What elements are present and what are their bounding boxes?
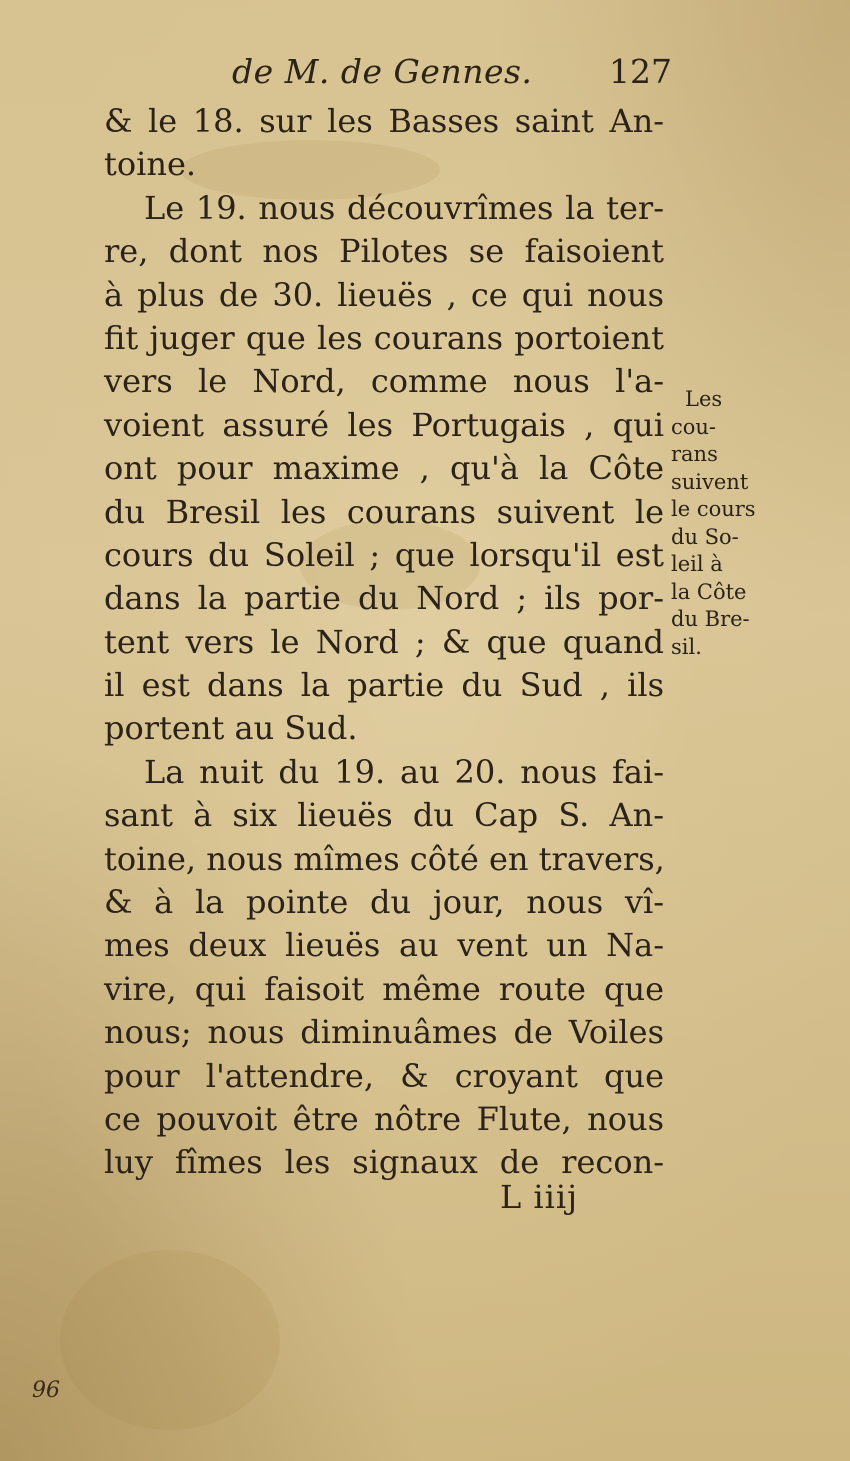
text-line: sant à six lieuës du Cap S. An- <box>104 796 664 835</box>
text-line: ont pour maxime , qu'à la Côte <box>104 449 664 488</box>
text-line: & le 18. sur les Basses saint An- <box>104 102 664 140</box>
text-line: vers le Nord, comme nous l'a- <box>104 362 664 401</box>
text-line: il est dans la partie du Sud , ils <box>104 666 664 705</box>
text-line: toine, nous mîmes côté en travers, <box>104 839 665 878</box>
margin-note-line: du Bre- <box>671 607 750 631</box>
margin-note-line: le cours <box>671 497 756 521</box>
margin-note-line: du So- <box>671 524 739 549</box>
text-line: du Bresil les courans suivent le <box>104 492 664 531</box>
text-line: voient assuré les Portugais , qui <box>104 405 664 444</box>
margin-note-line: leil à <box>671 552 723 576</box>
text-line: La nuit du 19. au 20. nous fai- <box>144 752 664 791</box>
signature-mark: L iiij <box>500 1178 579 1216</box>
margin-note-line: sil. <box>671 634 702 659</box>
margin-note-line: cou- <box>671 414 717 439</box>
corner-mark: 96 <box>32 1378 60 1403</box>
margin-note-line: Les <box>685 387 723 411</box>
margin-note <box>671 386 767 661</box>
text-line: ce pouvoit être nôtre Flute, nous <box>104 1099 664 1138</box>
page-number: 127 <box>609 52 672 91</box>
text-line: cours du Soleil ; que lorsqu'il est <box>104 535 664 574</box>
margin-note-line: la Côte <box>671 579 747 604</box>
margin-note-line: suivent <box>671 469 749 494</box>
text-line: portent au Sud. <box>104 709 358 748</box>
text-line: à plus de 30. lieuës , ce qui nous <box>104 275 664 314</box>
text-line: pour l'attendre, & croyant que <box>104 1056 664 1095</box>
text-line: re, dont nos Pilotes se faisoient <box>104 232 664 271</box>
text-line: tent vers le Nord ; & que quand <box>104 622 664 661</box>
text-line: & à la pointe du jour, nous vî- <box>104 883 664 922</box>
text-line: dans la partie du Nord ; ils por- <box>104 579 664 618</box>
text-line: toine. <box>104 145 197 184</box>
margin-note-line: rans <box>671 442 718 466</box>
text-line: vire, qui faisoit même route que <box>104 969 664 1008</box>
body-text <box>104 100 664 1185</box>
text-line: luy fîmes les signaux de recon- <box>104 1143 664 1182</box>
running-title: de M. de Gennes. <box>232 52 533 91</box>
text-line: mes deux lieuës au vent un Na- <box>104 926 664 965</box>
text-line: fit juger que les courans portoient <box>104 318 664 357</box>
text-line: nous; nous diminuâmes de Voiles <box>104 1013 664 1052</box>
text-line: Le 19. nous découvrîmes la ter- <box>144 188 664 227</box>
paper-stain <box>60 1250 280 1430</box>
page-header <box>232 52 672 96</box>
